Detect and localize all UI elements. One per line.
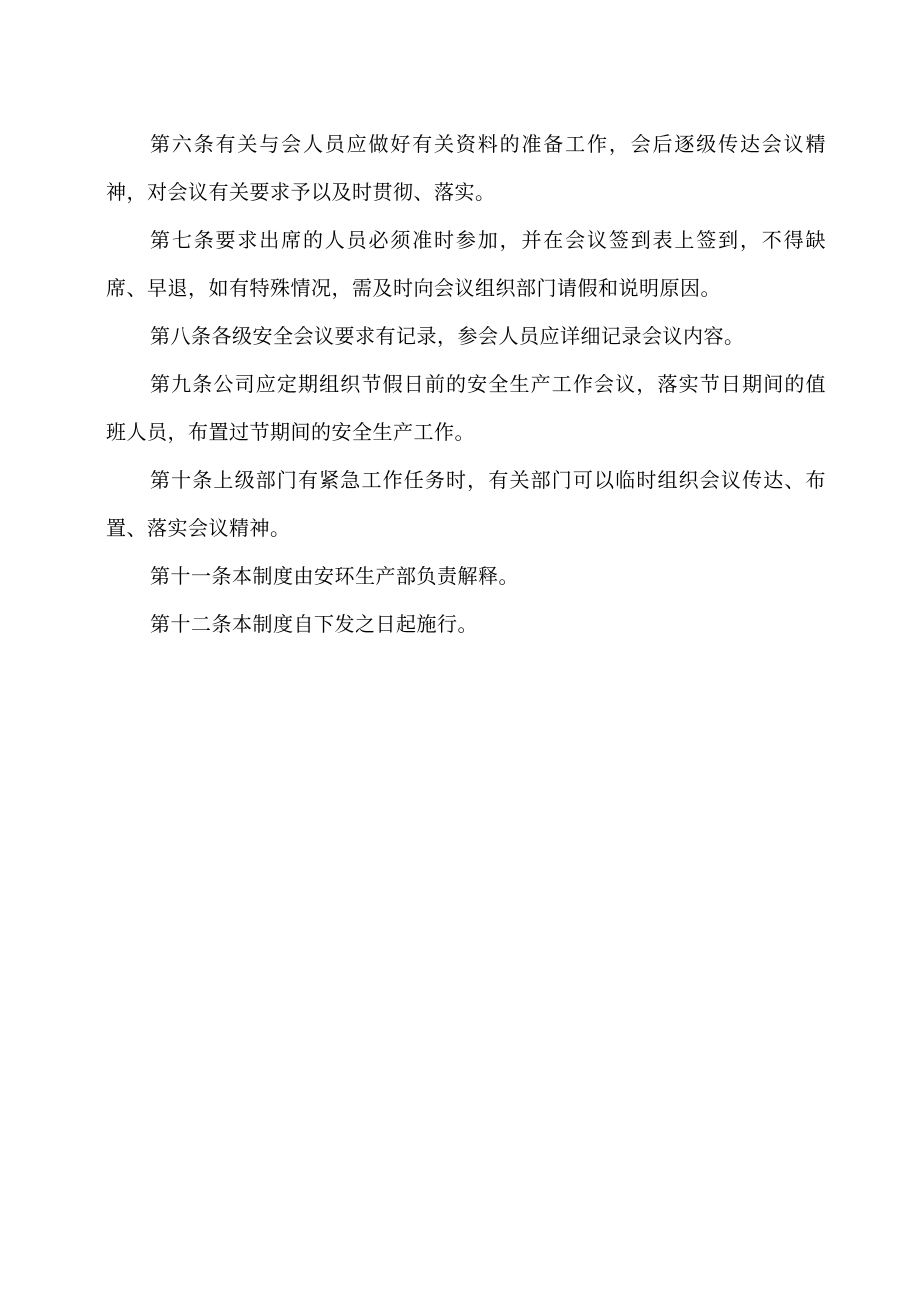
- article-7: 第七条要求出席的人员必须准时参加，并在会议签到表上签到，不得缺席、早退，如有特殊情况，需及时向会议组织部门请假和说明原因。: [106, 228, 826, 300]
- article-12: 第十二条本制度自下发之日起施行。: [150, 612, 478, 636]
- article-11: 第十一条本制度由安环生产部负责解释。: [150, 564, 519, 588]
- article-8: 第八条各级安全会议要求有记录，参会人员应详细记录会议内容。: [150, 324, 745, 348]
- document-body: [106, 120, 826, 648]
- article-10: 第十条上级部门有紧急工作任务时，有关部门可以临时组织会议传达、布置、落实会议精神。: [106, 468, 826, 540]
- article-6: 第六条有关与会人员应做好有关资料的准备工作，会后逐级传达会议精神，对会议有关要求予以及时贯彻、落实。: [106, 132, 826, 204]
- article-9: 第九条公司应定期组织节假日前的安全生产工作会议，落实节日期间的值班人员，布置过节期间的安全生产工作。: [106, 372, 826, 444]
